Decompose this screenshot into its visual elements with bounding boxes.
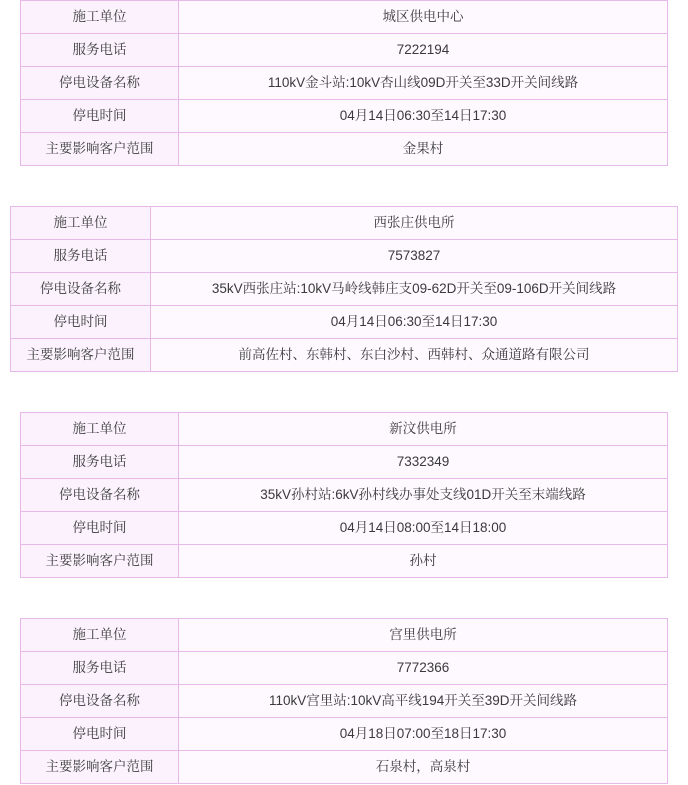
row-label: 停电设备名称 (21, 479, 179, 512)
row-value: 110kV金斗站:10kV杏山线09D开关至33D开关间线路 (179, 67, 668, 100)
table-row (11, 339, 678, 372)
block-spacer (0, 166, 688, 206)
row-label: 施工单位 (21, 413, 179, 446)
row-label: 服务电话 (21, 34, 179, 67)
row-label: 主要影响客户范围 (21, 751, 179, 784)
row-label: 停电时间 (11, 306, 151, 339)
row-value: 宫里供电所 (179, 619, 668, 652)
table-row (21, 545, 668, 578)
row-value: 04月14日08:00至14日18:00 (179, 512, 668, 545)
row-label: 停电设备名称 (21, 67, 179, 100)
table-row (21, 652, 668, 685)
outage-table (10, 206, 678, 372)
row-value: 前高佐村、东韩村、东白沙村、西韩村、众通道路有限公司 (151, 339, 678, 372)
row-label: 主要影响客户范围 (21, 545, 179, 578)
row-value: 7573827 (151, 240, 678, 273)
block-spacer (0, 578, 688, 618)
block-spacer (0, 372, 688, 412)
outage-block-3 (20, 412, 668, 578)
table-row (11, 207, 678, 240)
outage-block-1 (20, 0, 668, 166)
row-value: 城区供电中心 (179, 1, 668, 34)
outage-table (20, 0, 668, 166)
outage-table (20, 618, 668, 784)
outage-table (20, 412, 668, 578)
row-value: 石泉村，高泉村 (179, 751, 668, 784)
table-row (21, 67, 668, 100)
row-value: 04月18日07:00至18日17:30 (179, 718, 668, 751)
row-label: 服务电话 (21, 446, 179, 479)
row-label: 停电设备名称 (21, 685, 179, 718)
row-value: 孙村 (179, 545, 668, 578)
row-label: 施工单位 (21, 1, 179, 34)
outage-block-2 (10, 206, 678, 372)
row-value: 35kV孙村站:6kV孙村线办事处支线01D开关至末端线路 (179, 479, 668, 512)
table-row (21, 446, 668, 479)
table-row (21, 685, 668, 718)
row-value: 西张庄供电所 (151, 207, 678, 240)
table-row (11, 306, 678, 339)
table-row (21, 413, 668, 446)
row-value: 金果村 (179, 133, 668, 166)
table-row (21, 718, 668, 751)
row-label: 停电时间 (21, 100, 179, 133)
row-value: 110kV宫里站:10kV高平线194开关至39D开关间线路 (179, 685, 668, 718)
row-value: 04月14日06:30至14日17:30 (151, 306, 678, 339)
row-value: 7772366 (179, 652, 668, 685)
table-row (21, 751, 668, 784)
table-row (21, 619, 668, 652)
row-value: 新汶供电所 (179, 413, 668, 446)
table-row (21, 479, 668, 512)
row-label: 主要影响客户范围 (21, 133, 179, 166)
row-value: 7222194 (179, 34, 668, 67)
table-row (11, 240, 678, 273)
row-label: 主要影响客户范围 (11, 339, 151, 372)
table-row (21, 34, 668, 67)
row-label: 停电设备名称 (11, 273, 151, 306)
table-row (21, 100, 668, 133)
row-value: 7332349 (179, 446, 668, 479)
outage-block-4 (20, 618, 668, 784)
row-label: 服务电话 (11, 240, 151, 273)
row-label: 施工单位 (21, 619, 179, 652)
row-value: 04月14日06:30至14日17:30 (179, 100, 668, 133)
table-row (21, 512, 668, 545)
row-label: 停电时间 (21, 512, 179, 545)
row-value: 35kV西张庄站:10kV马岭线韩庄支09-62D开关至09-106D开关间线路 (151, 273, 678, 306)
table-row (11, 273, 678, 306)
table-row (21, 1, 668, 34)
row-label: 服务电话 (21, 652, 179, 685)
table-row (21, 133, 668, 166)
row-label: 停电时间 (21, 718, 179, 751)
row-label: 施工单位 (11, 207, 151, 240)
